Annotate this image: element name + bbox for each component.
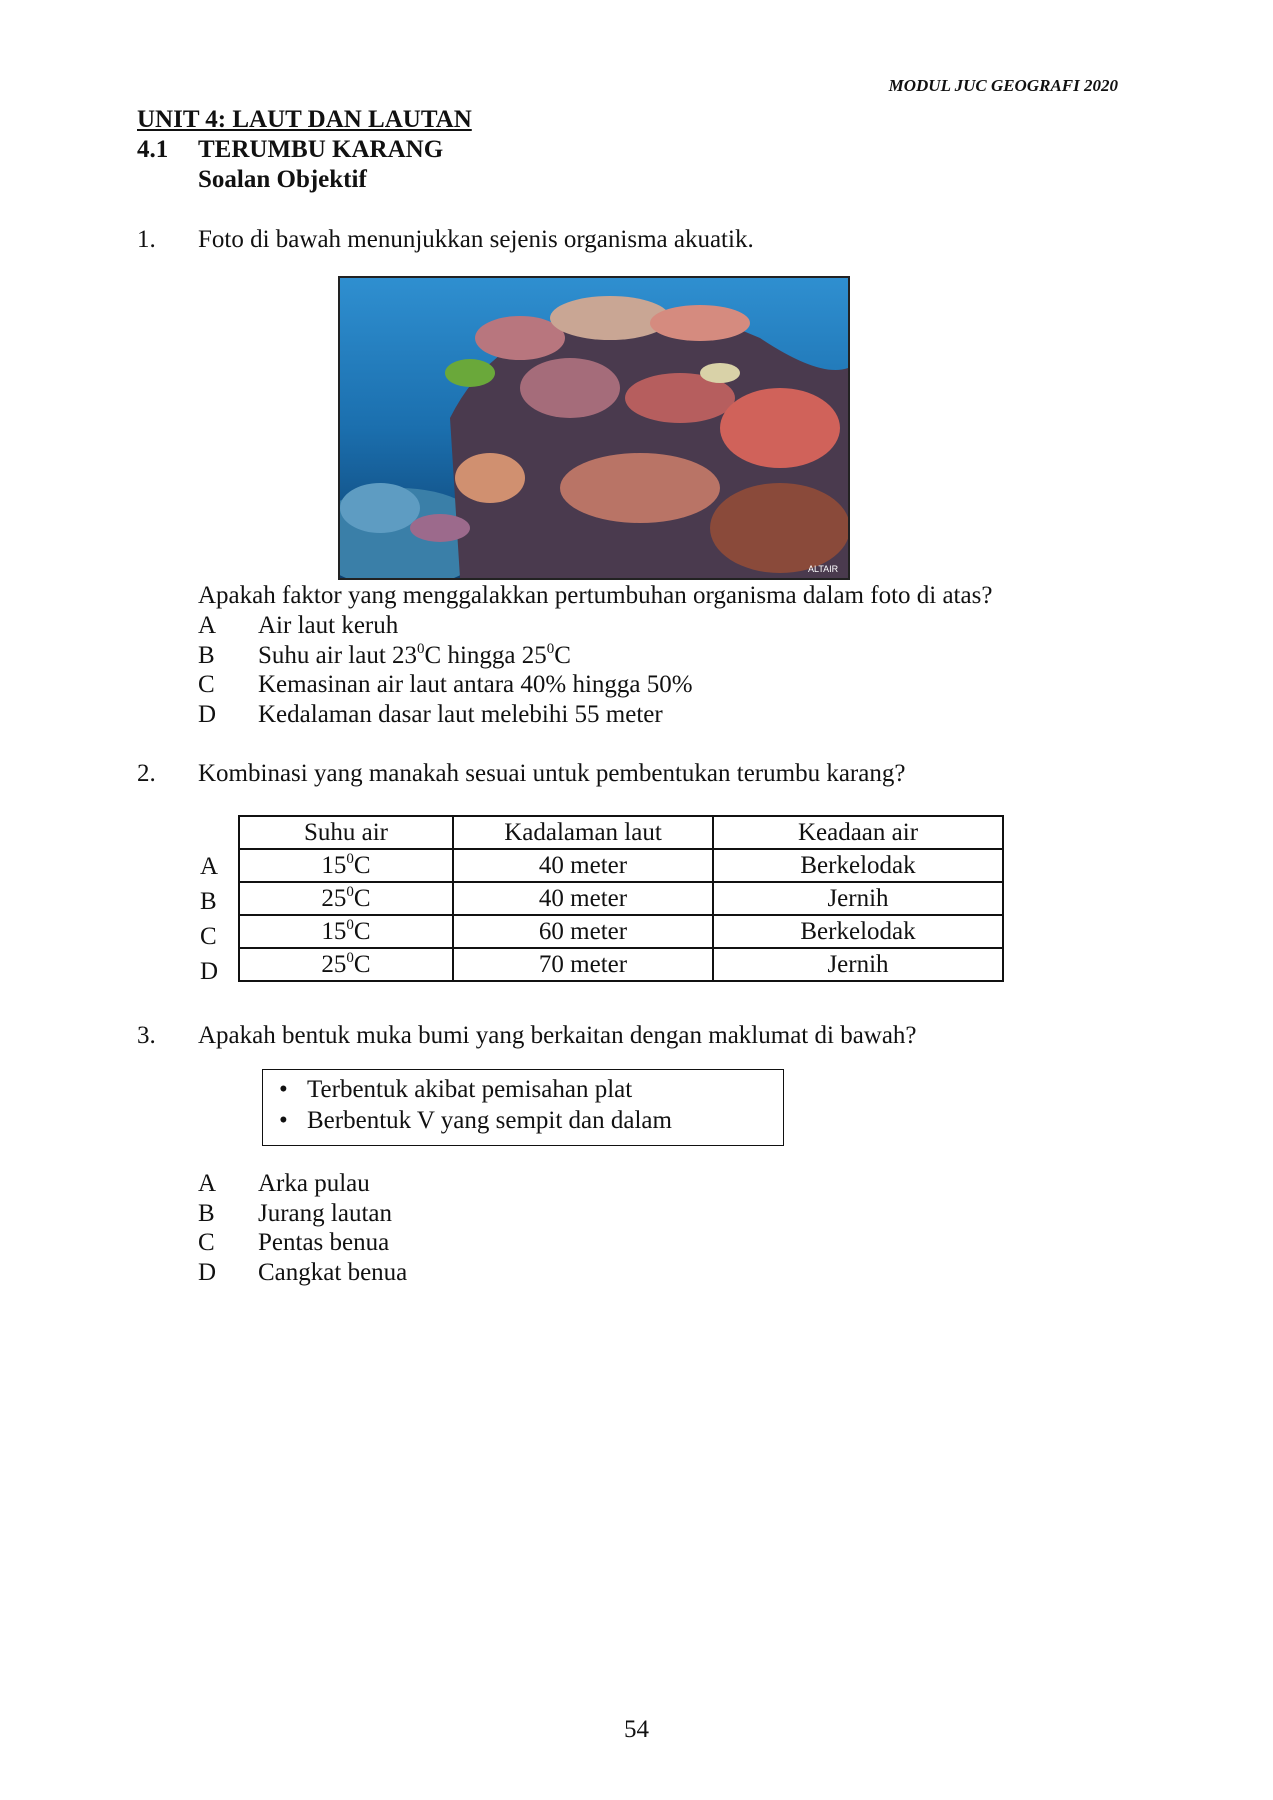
q2-row-letter-a[interactable]: A	[200, 853, 219, 880]
photo-watermark: ALTAIR	[808, 564, 839, 574]
table-row	[239, 915, 1003, 948]
cell-temperature: $15^0C$	[239, 915, 453, 948]
q1-option-d[interactable]: Kedalaman dasar laut melebihi 55 meter	[258, 701, 663, 728]
q2-row-letter-c[interactable]: C	[200, 923, 217, 950]
table-row	[239, 849, 1003, 882]
cell-depth: 70 meter	[453, 948, 713, 981]
cell-depth: 40 meter	[453, 882, 713, 915]
q3-option-letter: D	[198, 1259, 217, 1286]
question-3-number: 3.	[137, 1022, 156, 1049]
question-1-prompt: Apakah faktor yang menggalakkan pertumbuhan organisma dalam foto di atas?	[198, 582, 993, 609]
module-header: MODUL JUC GEOGRAFI 2020	[888, 76, 1118, 95]
table-row	[239, 948, 1003, 981]
cell-depth: 60 meter	[453, 915, 713, 948]
q3-option-letter: A	[198, 1170, 217, 1197]
question-1-text: Foto di bawah menunjukkan sejenis organisma akuatik.	[198, 226, 754, 253]
section-number: 4.1	[137, 136, 169, 163]
question-1-number: 1.	[137, 226, 156, 253]
column-header: Suhu air	[239, 816, 453, 849]
q3-option-letter: C	[198, 1229, 215, 1256]
bullet-icon: •	[279, 1107, 288, 1134]
q3-option-c[interactable]: Pentas benua	[258, 1229, 390, 1256]
q1-option-letter: C	[198, 671, 215, 698]
unit-title: UNIT 4: LAUT DAN LAUTAN	[137, 106, 472, 133]
bullet-icon: •	[279, 1076, 288, 1103]
q3-option-letter: B	[198, 1200, 215, 1227]
q1-option-letter: A	[198, 612, 217, 639]
cell-water-state: Jernih	[713, 948, 1003, 981]
q2-row-letter-d[interactable]: D	[200, 958, 219, 985]
q2-row-letter-b[interactable]: B	[200, 888, 217, 915]
question-2-number: 2.	[137, 760, 156, 787]
section-title: TERUMBU KARANG	[198, 136, 444, 163]
q3-info-box	[262, 1069, 784, 1146]
cell-depth: 40 meter	[453, 849, 713, 882]
column-header: Keadaan air	[713, 816, 1003, 849]
section-subtitle: Soalan Objektif	[198, 166, 367, 193]
q3-option-b[interactable]: Jurang lautan	[258, 1200, 392, 1227]
q1-option-letter: D	[198, 701, 217, 728]
coral-reef-photo	[338, 276, 850, 580]
cell-temperature: $15^0C$	[239, 849, 453, 882]
q3-option-d[interactable]: Cangkat benua	[258, 1259, 408, 1286]
table-header-row	[239, 816, 1003, 849]
info-bullet: Berbentuk V yang sempit dan dalam	[307, 1107, 672, 1134]
table-row	[239, 882, 1003, 915]
question-3-text: Apakah bentuk muka bumi yang berkaitan dengan maklumat di bawah?	[198, 1022, 917, 1049]
cell-water-state: Jernih	[713, 882, 1003, 915]
q1-option-c[interactable]: Kemasinan air laut antara 40% hingga 50%	[258, 671, 693, 698]
cell-water-state: Berkelodak	[713, 849, 1003, 882]
q1-option-b[interactable]: Suhu air laut $23^0C$ hingga $25^0C$	[258, 641, 571, 669]
q1-option-a[interactable]: Air laut keruh	[258, 612, 399, 639]
cell-temperature: $25^0C$	[239, 882, 453, 915]
q1-option-letter: B	[198, 642, 215, 669]
q2-options-table	[238, 815, 1004, 982]
page-number: 54	[624, 1716, 649, 1743]
q3-option-a[interactable]: Arka pulau	[258, 1170, 370, 1197]
question-2-text: Kombinasi yang manakah sesuai untuk pembentukan terumbu karang?	[198, 760, 906, 787]
cell-water-state: Berkelodak	[713, 915, 1003, 948]
info-bullet: Terbentuk akibat pemisahan plat	[307, 1076, 633, 1103]
cell-temperature: $25^0C$	[239, 948, 453, 981]
column-header: Kadalaman laut	[453, 816, 713, 849]
